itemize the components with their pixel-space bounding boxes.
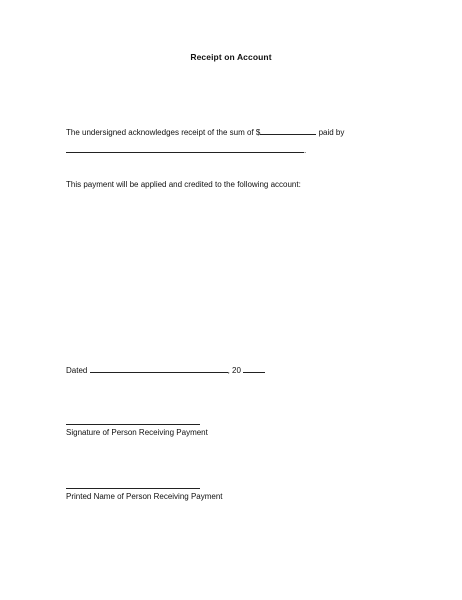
dated-line: [66, 364, 265, 376]
paid-by-text: paid by: [316, 128, 345, 137]
year-prefix: , 20: [227, 366, 244, 375]
applied-text: This payment will be applied and credited to the following account:: [66, 180, 301, 189]
printed-name-field[interactable]: [66, 488, 200, 489]
applied-line: [66, 180, 301, 190]
payer-field[interactable]: [66, 144, 307, 155]
amount-field[interactable]: [260, 126, 316, 135]
printed-name-label: Printed Name of Person Receiving Payment: [66, 492, 223, 501]
payer-period: .: [304, 146, 307, 155]
acknowledgement-text: The undersigned acknowledges receipt of the sum of $: [66, 128, 261, 137]
signature-label: Signature of Person Receiving Payment: [66, 428, 208, 437]
document-title: Receipt on Account: [190, 52, 272, 62]
payer-line: [66, 144, 306, 156]
date-field[interactable]: [90, 364, 228, 373]
year-field[interactable]: [243, 364, 265, 373]
signature-field[interactable]: [66, 424, 200, 425]
dated-label: Dated: [66, 366, 90, 375]
acknowledgement-line: [66, 126, 344, 138]
